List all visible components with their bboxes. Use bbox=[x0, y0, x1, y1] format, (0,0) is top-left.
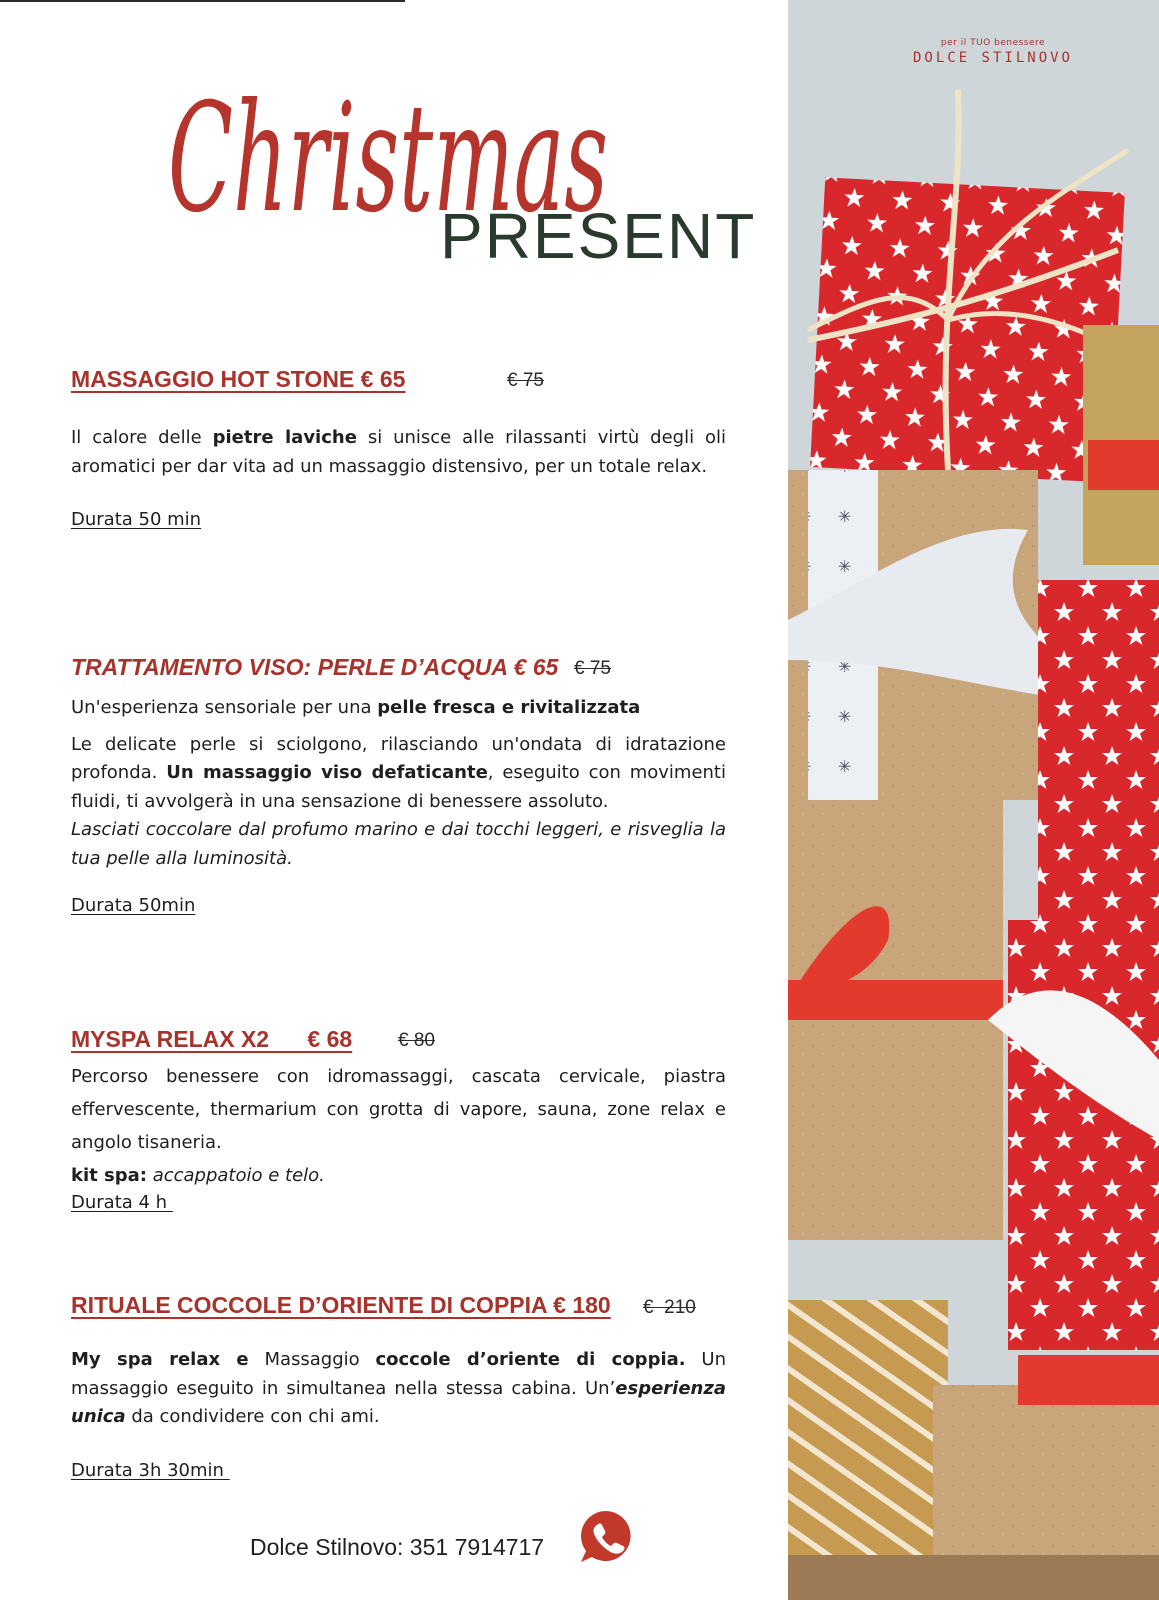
old-price: € 80 bbox=[398, 1030, 435, 1051]
gift-boxes-illustration bbox=[788, 0, 1159, 1600]
brand-logo bbox=[893, 38, 1093, 66]
brand-tagline: per il TUO benessere bbox=[940, 38, 1046, 48]
offer-title: MASSAGGIO HOT STONE € 65 bbox=[71, 366, 406, 392]
old-price: € 210 bbox=[643, 1297, 696, 1318]
top-rule bbox=[0, 0, 405, 2]
contact-phone: Dolce Stilnovo: 351 7914717 bbox=[250, 1534, 545, 1560]
brand-name: DOLCE STILNOVO bbox=[912, 50, 1073, 66]
duration: Durata 50 min bbox=[71, 509, 202, 530]
duration: Durata 4 h bbox=[71, 1192, 173, 1213]
offer-coccole-oriente bbox=[71, 1292, 726, 1481]
offer-myspa-relax bbox=[71, 1026, 726, 1213]
offer-perle-acqua bbox=[71, 654, 726, 916]
offer-description: Il calore delle pietre laviche si unisce alle rilassanti virtù degli oli aromatici per dar vita ad un massaggio distensivo, per un totale relax. bbox=[71, 427, 726, 477]
old-price: € 75 bbox=[574, 658, 611, 679]
offer-title: TRATTAMENTO VISO: PERLE D’ACQUA € 65 bbox=[71, 654, 559, 680]
offer-title: MYSPA RELAX X2 € 68 bbox=[71, 1026, 353, 1052]
offer-title: RITUALE COCCOLE D’ORIENTE DI COPPIA € 180 bbox=[71, 1292, 611, 1318]
offer-description: Le delicate perle si sciolgono, rilasciando un'ondata di idratazione profonda. Un massaggio viso defaticante, eseguito con movimenti fluidi, ti avvolgerà in una sensazione di benessere assoluto. Lasciati coccolare dal profumo marino e dai tocchi leggeri, e risveglia la tua pelle alla luminosità. bbox=[71, 733, 726, 869]
christmas-script-text: Christmas bbox=[168, 72, 608, 240]
offer-description: My spa relax e Massaggio coccole d’oriente di coppia. Un massaggio eseguito in simultanea nella stessa cabina. Un’esperienza unica da condividere con chi ami. bbox=[71, 1349, 726, 1427]
present-title: PRESENT bbox=[440, 200, 757, 272]
offer-intro: Un'esperienza sensoriale per una pelle fresca e rivitalizzata bbox=[71, 697, 641, 718]
gifts-photo bbox=[788, 0, 1159, 1600]
kit-spa: kit spa: accappatoio e telo. bbox=[71, 1165, 325, 1186]
offer-hot-stone bbox=[71, 366, 726, 530]
whatsapp-icon[interactable] bbox=[577, 1508, 635, 1566]
duration: Durata 50min bbox=[71, 895, 196, 916]
offer-description: Percorso benessere con idromassaggi, cascata cervicale, piastra effervescente, thermarium con grotta di vapore, sauna, zone relax e angolo tisaneria. bbox=[71, 1066, 726, 1153]
duration: Durata 3h 30min bbox=[71, 1459, 230, 1481]
old-price: € 75 bbox=[507, 370, 544, 391]
